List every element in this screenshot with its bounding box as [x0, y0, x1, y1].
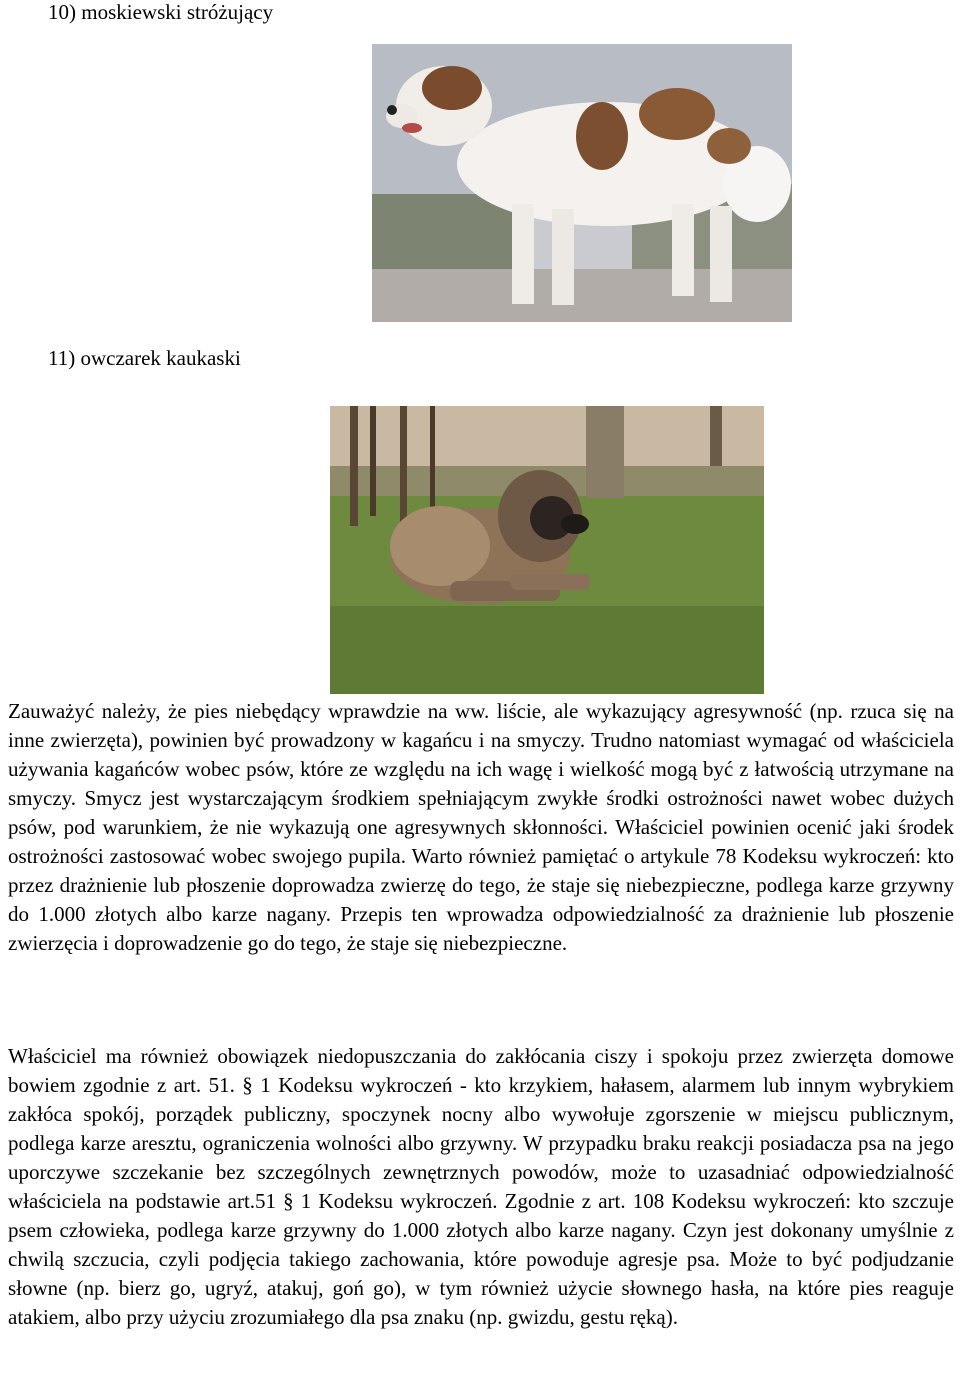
body-paragraph: Zauważyć należy, że pies niebędący wprawdzie na ww. liście, ale wykazujący agresywność (np. rzuca się na inne zwierzęta), powinien być prowadzony w kagańcu i na smyczy. Trudno natomiast wymagać od właściciela używania kagańców wobec psów, które ze względu na ich wagę i wielkość mogą być z łatwością utrzymane na smyczy. Smycz jest wystarczającym środkiem spełniającym zwykłe środki ostrożności nawet wobec dużych psów, pod warunkiem, że nie wykazują one agresywnych skłonności. Właściciel powinien ocenić jaki środek ostrożności zastosować wobec swojego pupila. Warto również pamiętać o artykule 78 Kodeksu wykroczeń: kto przez drażnienie lub płoszenie doprowadza zwierzę do tego, że staje się niebezpieczne, podlega karze grzywny do 1.000 złotych albo karze nagany. Przepis ten wprowadza odpowiedzialność za drażnienie lub płoszenie zwierzęcia i doprowadzenie go do tego, że staje się niebezpieczne.	[8, 699, 954, 955]
section-heading-owczarek: 11) owczarek kaukaski	[48, 346, 241, 370]
dog-photo-owczarek-image	[330, 406, 764, 694]
dog-photo-owczarek	[330, 406, 764, 694]
body-paragraph: Właściciel ma również obowiązek niedopuszczania do zakłócania ciszy i spokoju przez zwierzęta domowe bowiem zgodnie z art. 51. § 1 Kodeksu wykroczeń - kto krzykiem, hałasem, alarmem lub innym wybrykiem zakłóca spokój, porządek publiczny, spoczynek nocny albo wywołuje zgorszenie w miejscu publicznym, podlega karze aresztu, ograniczenia wolności albo grzywny. W przypadku braku reakcji posiadacza psa na jego uporczywe szczekanie bez szczególnych zewnętrznych powodów, może to uzasadniać odpowiedzialność właściciela na podstawie art.51 § 1 Kodeksu wykroczeń. Zgodnie z art. 108 Kodeksu wykroczeń: kto szczuje psem człowieka, podlega karze grzywny do 1.000 złotych albo karze nagany. Czyn jest dokonany umyślnie z chwilą szczucia, czyli podjęcia takiego zachowania, które powoduje agresje psa. Może to być podjudzanie słowne (np. bierz go, ugryź, atakuj, goń go), w tym również użycie słownego hasła, na które pies reaguje atakiem, albo przy użyciu zrozumiałego dla psa znaku (np. gwizdu, gestu ręką).	[8, 1044, 954, 1329]
dog-photo-moskiewski-image	[372, 44, 792, 322]
section-heading-moskiewski: 10) moskiewski stróżujący	[48, 0, 274, 24]
dog-photo-moskiewski	[372, 44, 792, 322]
